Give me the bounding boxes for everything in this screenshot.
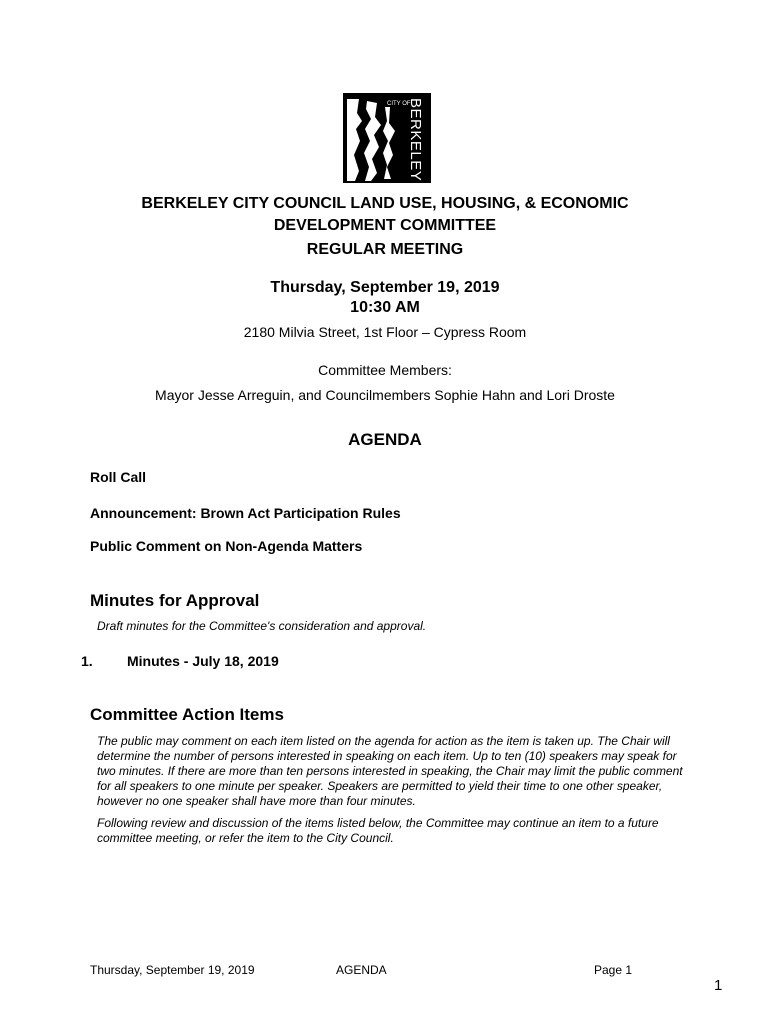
footer-label: AGENDA bbox=[336, 963, 387, 977]
minutes-item-title: Minutes - July 18, 2019 bbox=[127, 653, 279, 669]
logo-berkeley: BERKELEY bbox=[407, 98, 424, 182]
action-items-paragraph-1: The public may comment on each item listed on the agenda for action as the item is taken up. The Chair will determine the number of persons interested in speaking on each item. Up to ten (10) speakers may speak for two minutes. If there are more than ten persons interested in speaking, the Chair may limit the public comment for all speakers to one minute per speaker. Speakers are permitted to yield their time to one other speaker, however no one speaker shall have more than four minutes. bbox=[97, 734, 683, 808]
footer-date: Thursday, September 19, 2019 bbox=[90, 963, 255, 977]
berkeley-logo-graphic bbox=[343, 93, 431, 183]
page-number: 1 bbox=[714, 977, 723, 994]
minutes-description: Draft minutes for the Committee's consideration and approval. bbox=[97, 619, 427, 633]
title-line-1: BERKELEY CITY COUNCIL LAND USE, HOUSING, & ECONOMIC bbox=[141, 195, 629, 212]
title-line-3: REGULAR MEETING bbox=[306, 241, 464, 258]
logo-city-of: CITY OF bbox=[387, 101, 411, 107]
agenda-heading: AGENDA bbox=[348, 430, 422, 449]
meeting-location: 2180 Milvia Street, 1st Floor – Cypress Room bbox=[243, 324, 527, 340]
meeting-date: Thursday, September 19, 2019 bbox=[270, 279, 500, 296]
members-label: Committee Members: bbox=[318, 362, 452, 378]
public-comment: Public Comment on Non-Agenda Matters bbox=[90, 538, 363, 554]
title-line-2: DEVELOPMENT COMMITTEE bbox=[273, 217, 497, 234]
members-list: Mayor Jesse Arreguin, and Councilmembers Sophie Hahn and Lori Droste bbox=[155, 387, 615, 403]
footer-page: Page 1 bbox=[594, 963, 633, 977]
action-items-paragraph-2: Following review and discussion of the items listed below, the Committee may continue an item to a future committee meeting, or refer the item to the City Council. bbox=[97, 816, 659, 845]
action-items-heading: Committee Action Items bbox=[90, 705, 284, 724]
city-logo bbox=[343, 93, 431, 183]
roll-call: Roll Call bbox=[90, 469, 147, 485]
meeting-time: 10:30 AM bbox=[350, 299, 420, 316]
announcement: Announcement: Brown Act Participation Rules bbox=[90, 505, 401, 521]
minutes-heading: Minutes for Approval bbox=[90, 591, 260, 610]
minutes-item-number: 1. bbox=[81, 653, 93, 669]
